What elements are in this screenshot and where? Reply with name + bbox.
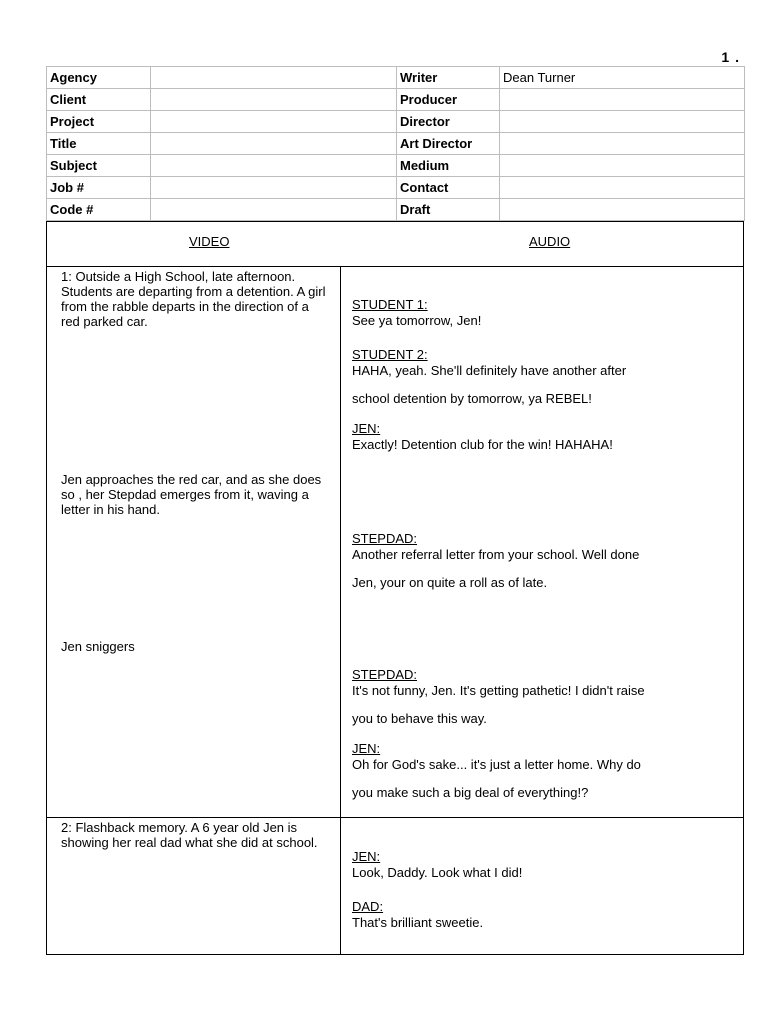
page-number: 1 . — [721, 49, 740, 65]
header-row — [47, 67, 745, 89]
scene-1-video-text: Jen approaches the red car, and as she does so , her Stepdad emerges from it, waving a letter in his hand. — [61, 472, 322, 517]
speaker-name: STEPDAD: — [352, 531, 418, 546]
draft-value — [500, 199, 745, 221]
project-label: Project — [47, 111, 151, 133]
dialogue-block — [352, 899, 737, 931]
dialogue-block — [352, 849, 737, 881]
scene-1-video-text: 1: Outside a High School, late afternoon. Students are departing from a detention. A girl from the rabble departs in the direction of a red parked car. — [61, 269, 326, 329]
dialogue-line: you make such a big deal of everything!? — [352, 785, 589, 800]
art-director-label: Art Director — [397, 133, 500, 155]
script-body — [46, 221, 744, 955]
dialogue-line: Another referral letter from your school. Well done — [352, 547, 640, 562]
scene-divider — [47, 817, 743, 818]
header-row — [47, 199, 745, 221]
contact-value — [500, 177, 745, 199]
speaker-name: JEN: — [352, 849, 381, 864]
header-row — [47, 155, 745, 177]
dialogue-block — [352, 741, 737, 801]
medium-label: Medium — [397, 155, 500, 177]
director-label: Director — [397, 111, 500, 133]
draft-label: Draft — [397, 199, 500, 221]
dialogue-block — [352, 531, 737, 591]
writer-value: Dean Turner — [500, 67, 745, 89]
scene-2-video-text: 2: Flashback memory. A 6 year old Jen is showing her real dad what she did at school. — [61, 820, 318, 850]
job-number-label: Job # — [47, 177, 151, 199]
agency-value — [151, 67, 397, 89]
medium-value — [500, 155, 745, 177]
speaker-name: JEN: — [352, 421, 381, 436]
video-column-heading: VIDEO — [189, 234, 230, 249]
code-number-value — [151, 199, 397, 221]
dialogue-line: Oh for God's sake... it's just a letter home. Why do — [352, 757, 641, 772]
client-value — [151, 89, 397, 111]
job-number-value — [151, 177, 397, 199]
dialogue-block — [352, 297, 737, 329]
dialogue-line: It's not funny, Jen. It's getting pathetic! I didn't raise — [352, 683, 645, 698]
dialogue-line: school detention by tomorrow, ya REBEL! — [352, 391, 592, 406]
speaker-name: JEN: — [352, 741, 381, 756]
speaker-name: STUDENT 2: — [352, 347, 428, 362]
header-row — [47, 177, 745, 199]
dialogue-block — [352, 421, 737, 453]
column-headings — [47, 222, 743, 267]
dialogue-line: Exactly! Detention club for the win! HAHAHA! — [352, 437, 613, 452]
client-label: Client — [47, 89, 151, 111]
writer-label: Writer — [397, 67, 500, 89]
title-label: Title — [47, 133, 151, 155]
subject-label: Subject — [47, 155, 151, 177]
code-number-label: Code # — [47, 199, 151, 221]
scene-1-video-text: Jen sniggers — [61, 639, 135, 654]
speaker-name: DAD: — [352, 899, 384, 914]
dialogue-line: That's brilliant sweetie. — [352, 915, 484, 930]
contact-label: Contact — [397, 177, 500, 199]
header-row — [47, 133, 745, 155]
column-divider — [340, 267, 341, 955]
agency-label: Agency — [47, 67, 151, 89]
dialogue-block — [352, 667, 737, 727]
header-row — [47, 111, 745, 133]
speaker-name: STEPDAD: — [352, 667, 418, 682]
subject-value — [151, 155, 397, 177]
art-director-value — [500, 133, 745, 155]
producer-value — [500, 89, 745, 111]
director-value — [500, 111, 745, 133]
dialogue-line: See ya tomorrow, Jen! — [352, 313, 482, 328]
dialogue-line: Look, Daddy. Look what I did! — [352, 865, 523, 880]
script-header-table — [46, 66, 745, 221]
audio-column-heading: AUDIO — [529, 234, 571, 249]
header-row — [47, 89, 745, 111]
dialogue-line: Jen, your on quite a roll as of late. — [352, 575, 548, 590]
dialogue-block — [352, 347, 737, 407]
dialogue-line: HAHA, yeah. She'll definitely have another after — [352, 363, 627, 378]
project-value — [151, 111, 397, 133]
producer-label: Producer — [397, 89, 500, 111]
dialogue-line: you to behave this way. — [352, 711, 487, 726]
title-value — [151, 133, 397, 155]
speaker-name: STUDENT 1: — [352, 297, 428, 312]
